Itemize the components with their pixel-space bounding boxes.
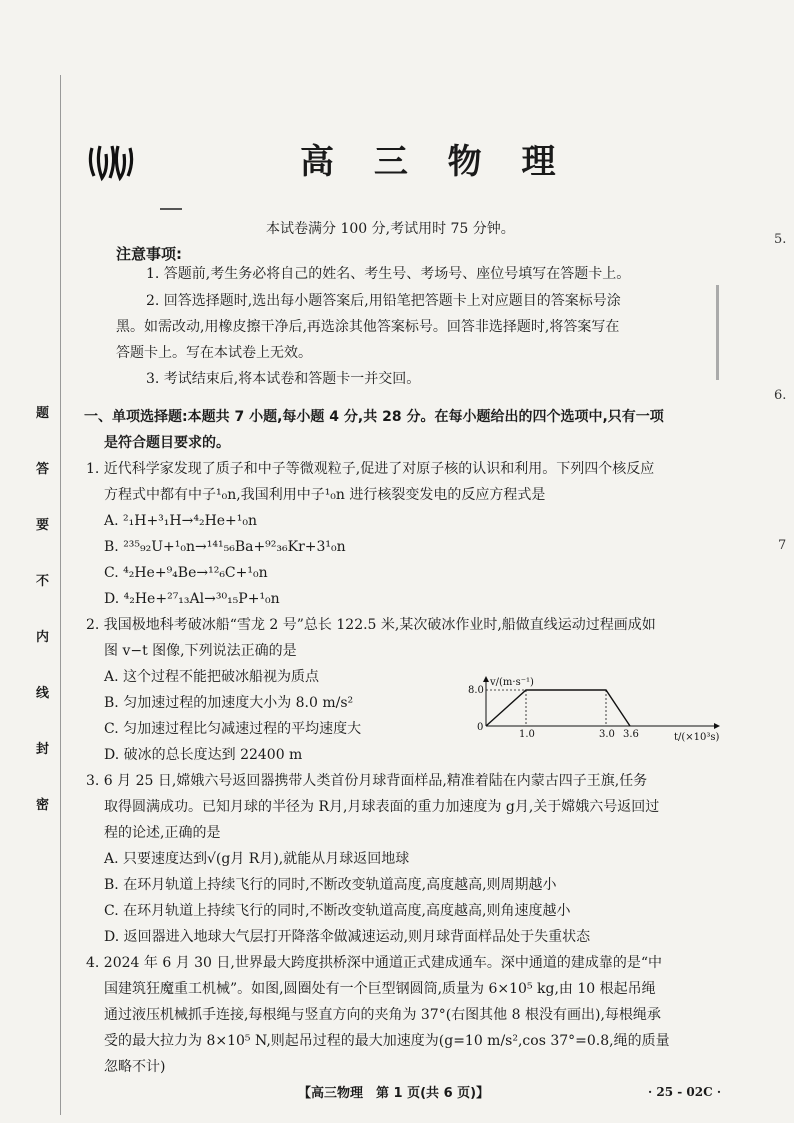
origin-label: 0 xyxy=(477,722,484,733)
notice-heading: 注意事项: xyxy=(116,245,182,263)
notice-line-4: 答题卡上。写在本试卷上无效。 xyxy=(116,345,312,361)
q3-stem-3: 程的论述,正确的是 xyxy=(104,825,221,841)
x-axis-arrow xyxy=(714,723,720,729)
binding-char-5: 内 xyxy=(36,630,50,645)
q1-option-a: A. ²₁H+³₁H→⁴₂He+¹₀n xyxy=(104,513,258,529)
section-heading-1: 一、单项选择题:本题共 7 小题,每小题 4 分,共 28 分。在每小题给出的四个选项中,只有一项 xyxy=(84,409,664,425)
q4-line-5: 忽略不计) xyxy=(104,1059,166,1075)
q1-option-d: D. ⁴₂He+²⁷₁₃Al→³⁰₁₅P+¹₀n xyxy=(104,591,280,607)
binding-char-4: 不 xyxy=(36,574,50,589)
q1-stem-1: 1. 近代科学家发现了质子和中子等微观粒子,促进了对原子核的认识和利用。下列四个核反应 xyxy=(86,461,655,477)
binding-char-3: 要 xyxy=(36,518,50,533)
q4-line-2: 国建筑狂魔重工机械”。如图,圆圈处有一个巨型钢圆筒,质量为 6×10⁵ kg,由 10 根起吊绳 xyxy=(104,981,656,997)
binding-char-1: 题 xyxy=(36,406,50,421)
q2-option-c: C. 匀加速过程比匀减速过程的平均速度大 xyxy=(104,721,362,737)
x-axis-label: t/(×10³s) xyxy=(674,732,720,743)
header-dash xyxy=(160,208,182,210)
scan-mark xyxy=(716,285,719,380)
q2-stem-2: 图 v−t 图像,下列说法正确的是 xyxy=(104,643,297,659)
notice-line-2: 2. 回答选择题时,选出每小题答案后,用铅笔把答题卡上对应题目的答案标号涂 xyxy=(146,293,621,309)
exam-subtitle: 本试卷满分 100 分,考试用时 75 分钟。 xyxy=(266,221,515,237)
q3-option-b: B. 在环月轨道上持续飞行的同时,不断改变轨道高度,高度越高,则周期越小 xyxy=(104,877,557,893)
q4-line-4: 受的最大拉力为 8×10⁵ N,则起吊过程的最大加速度为(g=10 m/s²,cos 37°=0.8,绳的质量 xyxy=(104,1033,670,1049)
q3-stem-1: 3. 6 月 25 日,嫦娥六号返回器携带人类首份月球背面样品,精准着陆在内蒙古四子王旗,任务 xyxy=(86,773,648,789)
page-title: 高 三 物 理 xyxy=(300,142,570,182)
q2-option-a: A. 这个过程不能把破冰船视为质点 xyxy=(104,669,320,685)
y-axis-arrow xyxy=(483,676,489,682)
y-tick-8: 8.0 xyxy=(468,685,484,696)
q3-option-d: D. 返回器进入地球大气层打开降落伞做减速运动,则月球背面样品处于失重状态 xyxy=(104,929,591,945)
q2-option-b: B. 匀加速过程的加速度大小为 8.0 m/s² xyxy=(104,695,354,711)
q3-option-c: C. 在环月轨道上持续飞行的同时,不断改变轨道高度,高度越高,则角速度越小 xyxy=(104,903,571,919)
section-heading-2: 是符合题目要求的。 xyxy=(104,435,230,451)
binding-char-8: 密 xyxy=(36,798,50,813)
vt-graph xyxy=(468,676,724,746)
exam-logo-icon xyxy=(88,140,134,184)
q3-option-a: A. 只要速度达到√(g月 R月),就能从月球返回地球 xyxy=(104,851,410,867)
velocity-series-line xyxy=(486,690,630,726)
q1-stem-2: 方程式中都有中子¹₀n,我国利用中子¹₀n 进行核裂变发电的反应方程式是 xyxy=(104,487,546,503)
right-mark-6: 6. xyxy=(774,388,787,403)
x-tick-3: 3.0 xyxy=(599,729,615,740)
q4-line-3: 通过液压机械抓手连接,每根绳与竖直方向的夹角为 37°(右图其他 8 根没有画出),每根绳承 xyxy=(104,1007,661,1023)
right-mark-5: 5. xyxy=(774,232,787,247)
binding-char-2: 答 xyxy=(36,462,50,477)
page-footer: 【高三物理 第 1 页(共 6 页)】 xyxy=(298,1086,490,1101)
q2-option-d: D. 破冰的总长度达到 22400 m xyxy=(104,747,303,763)
q1-option-c: C. ⁴₂He+⁹₄Be→¹²₆C+¹₀n xyxy=(104,565,268,581)
exam-code: · 25 - 02C · xyxy=(648,1085,721,1099)
binding-char-7: 封 xyxy=(36,742,50,757)
q4-line-1: 4. 2024 年 6 月 30 日,世界最大跨度拱桥深中通道正式建成通车。深中通道的建成靠的是“中 xyxy=(86,955,663,971)
notice-line-1: 1. 答题前,考生务必将自己的姓名、考生号、考场号、座位号填写在答题卡上。 xyxy=(146,266,631,282)
notice-line-5: 3. 考试结束后,将本试卷和答题卡一并交回。 xyxy=(146,371,421,387)
q3-stem-2: 取得圆满成功。已知月球的半径为 R月,月球表面的重力加速度为 g月,关于嫦娥六号返回过 xyxy=(104,799,660,815)
y-axis-label: v/(m·s⁻¹) xyxy=(490,677,534,688)
binding-char-6: 线 xyxy=(36,686,50,701)
x-tick-3-6: 3.6 xyxy=(623,729,639,740)
q2-stem-1: 2. 我国极地科考破冰船“雪龙 2 号”总长 122.5 米,某次破冰作业时,船做直线运动过程画成如 xyxy=(86,617,656,633)
right-mark-7: 7 xyxy=(778,538,787,553)
q1-option-b: B. ²³⁵₉₂U+¹₀n→¹⁴¹₅₆Ba+⁹²₃₆Kr+3¹₀n xyxy=(104,539,346,555)
binding-line xyxy=(60,75,61,1115)
notice-line-3: 黑。如需改动,用橡皮擦干净后,再选涂其他答案标号。回答非选择题时,将答案写在 xyxy=(116,319,620,335)
x-tick-1: 1.0 xyxy=(519,729,535,740)
